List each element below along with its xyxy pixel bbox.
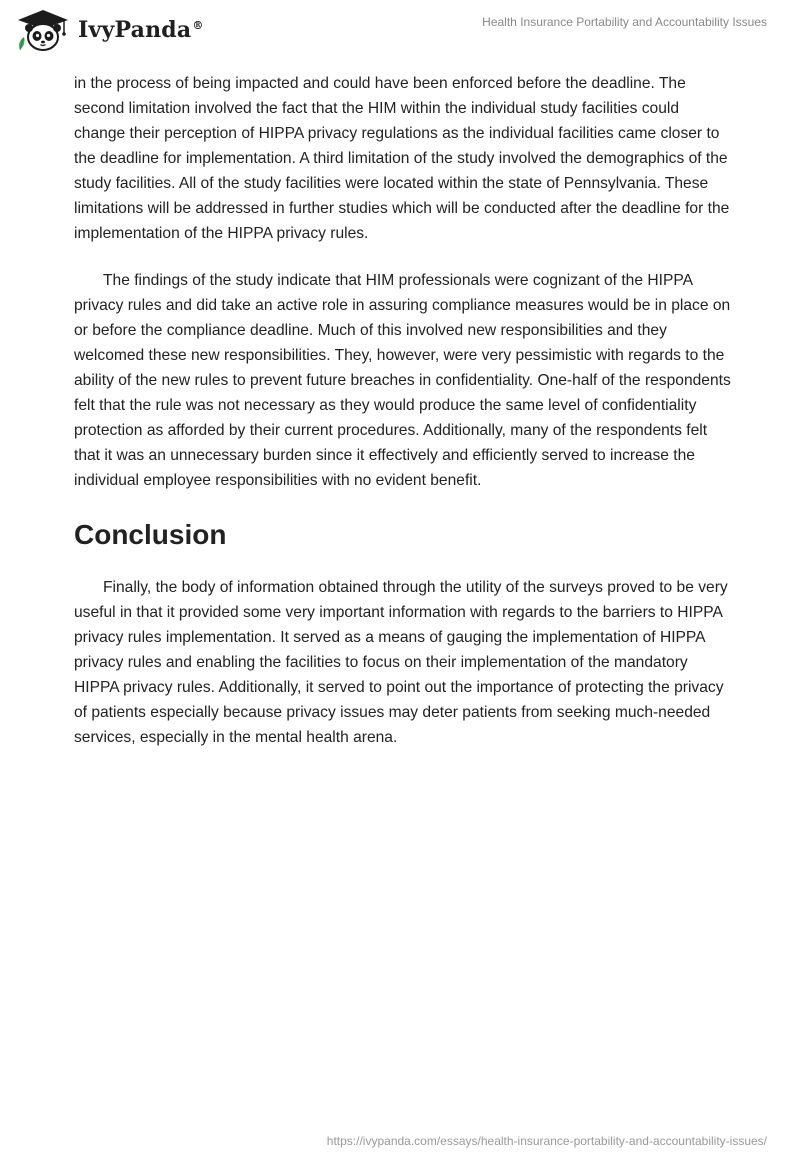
running-title: Health Insurance Portability and Accountability Issues — [482, 15, 767, 29]
conclusion-heading: Conclusion — [74, 519, 227, 550]
source-url[interactable]: https://ivypanda.com/essays/health-insurance-portability-and-accountability-issues/ — [326, 1134, 767, 1148]
page-header — [0, 0, 800, 60]
conclusion-paragraph: Finally, the body of information obtained through the utility of the surveys proved to be very useful in that it provided some very important information with regards to the barriers to HIPPA privacy rules implementation. It served as a means of gauging the implementation of HIPPA privacy rules and enabling the facilities to focus on their implementation of the mandatory HIPPA privacy rules. Additionally, it served to point out the importance of protecting the privacy of patients especially because privacy issues may deter patients from seeking much-needed services, especially in the mental health arena. — [74, 579, 728, 746]
brand-name: IvyPanda® — [78, 17, 204, 43]
registered-mark: ® — [192, 18, 204, 32]
body-paragraph-1: in the process of being impacted and could have been enforced before the deadline. The second limitation involved the fact that the HIM within the individual study facilities could change their perception of HIPPA privacy regulations as the individual facilities came closer to the deadline for implementation. A third limitation of the study involved the demographics of the study facilities. All of the study facilities were located within the state of Pennsylvania. These limitations will be addressed in further studies which will be conducted after the deadline for the implementation of the HIPPA privacy rules. — [74, 75, 730, 242]
essay-content — [74, 71, 734, 750]
body-paragraph-2: The findings of the study indicate that HIM professionals were cognizant of the HIPPA privacy rules and did take an active role in assuring compliance measures would be in place on or before the compliance deadline. Much of this involved new responsibilities and they welcomed these new responsibilities. They, however, were very pessimistic with regards to the ability of the new rules to prevent future breaches in confidentiality. One-half of the respondents felt that the rule was not necessary as they would produce the same level of confidentiality protection as afforded by their current procedures. Additionally, many of the respondents felt that it was an unnecessary burden since it effectively and efficiently served to increase the individual employee responsibilities with no evident benefit. — [74, 272, 731, 489]
brand-logo[interactable] — [14, 8, 204, 52]
panda-graduate-icon — [14, 8, 72, 52]
